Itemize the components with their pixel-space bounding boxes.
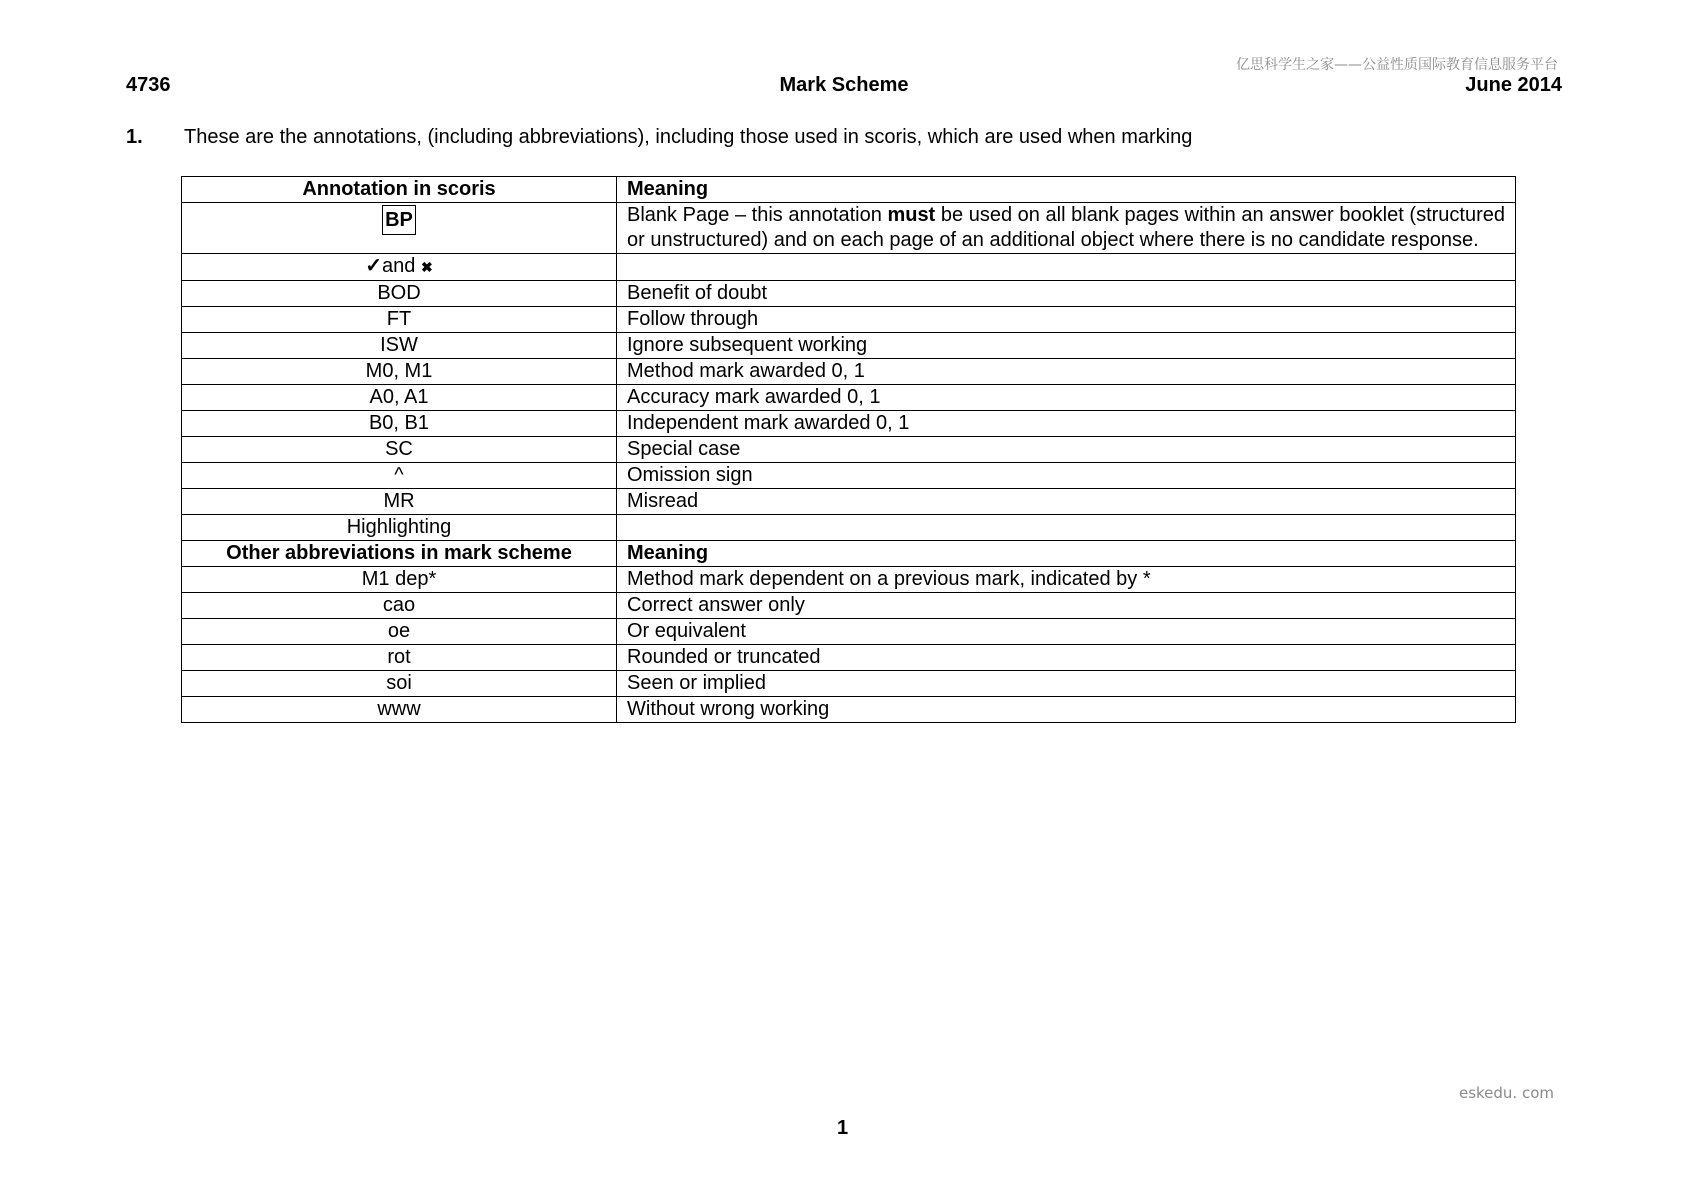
subheader-meaning: Meaning [617,541,1516,567]
annotation-meaning: Rounded or truncated [617,645,1516,671]
table-row [182,489,1516,515]
table-header-row [182,177,1516,203]
annotation-meaning: Ignore subsequent working [617,333,1516,359]
table-row [182,515,1516,541]
annotation-meaning [617,515,1516,541]
annotation-code: www [182,697,617,723]
table-row [182,645,1516,671]
bp-cell [182,203,617,254]
tick-cross-meaning [617,254,1516,281]
annotation-meaning: Or equivalent [617,619,1516,645]
exam-date: June 2014 [1465,74,1562,96]
header-annotation: Annotation in scoris [182,177,617,203]
watermark-top: 亿思科学生之家——公益性质国际教育信息服务平台 [1236,57,1558,73]
annotation-meaning: Special case [617,437,1516,463]
page-number: 1 [836,1117,849,1139]
annotation-code: SC [182,437,617,463]
watermark-bottom: eskedu. com [1458,1084,1554,1102]
annotation-code: Highlighting [182,515,617,541]
annotation-code: FT [182,307,617,333]
header-meaning: Meaning [617,177,1516,203]
item-number: 1. [126,126,143,148]
annotation-code: BOD [182,281,617,307]
bp-meaning-post: be used on all blank pages within an answer booklet (structured or unstructured) and on each page of an additional object where there is no candidate response. [627,204,1505,251]
bp-meaning-pre: Blank Page – this annotation [627,204,888,226]
table-row [182,411,1516,437]
table-row-bp [182,203,1516,254]
table-row [182,619,1516,645]
annotation-meaning: Follow through [617,307,1516,333]
cross-icon: ✖ [420,259,433,275]
bp-meaning-bold: must [887,204,936,226]
annotation-code: ^ [182,463,617,489]
annotation-meaning: Seen or implied [617,671,1516,697]
annotation-code: rot [182,645,617,671]
annotation-meaning: Misread [617,489,1516,515]
annotation-meaning: Accuracy mark awarded 0, 1 [617,385,1516,411]
annotation-code: M0, M1 [182,359,617,385]
table-subheader-row [182,541,1516,567]
table-row [182,437,1516,463]
intro-text: These are the annotations, (including abbreviations), including those used in scoris, which are used when marking [184,126,1193,148]
table-row [182,671,1516,697]
annotation-meaning: Correct answer only [617,593,1516,619]
annotation-meaning: Omission sign [617,463,1516,489]
intro-paragraph [126,126,1192,149]
annotations-table [181,176,1516,723]
table-row-tick-cross [182,254,1516,281]
tick-cross-cell [182,254,617,281]
tick-cross-and: and [382,255,416,277]
annotation-code: soi [182,671,617,697]
annotation-meaning: Benefit of doubt [617,281,1516,307]
annotation-code: oe [182,619,617,645]
table-row [182,385,1516,411]
annotation-meaning: Method mark dependent on a previous mark, indicated by * [617,567,1516,593]
table-row [182,333,1516,359]
subheader-abbreviations: Other abbreviations in mark scheme [182,541,617,567]
annotation-code: ISW [182,333,617,359]
table-row [182,593,1516,619]
table-row [182,359,1516,385]
table-row [182,463,1516,489]
annotation-code: B0, B1 [182,411,617,437]
table-row [182,697,1516,723]
page-title: Mark Scheme [779,74,909,96]
bp-annotation-icon: BP [382,205,416,235]
table-row [182,281,1516,307]
table-row [182,307,1516,333]
annotation-code: M1 dep* [182,567,617,593]
page-header [126,74,1562,100]
bp-meaning [617,203,1516,254]
annotation-code: cao [182,593,617,619]
annotation-meaning: Without wrong working [617,697,1516,723]
annotation-meaning: Independent mark awarded 0, 1 [617,411,1516,437]
annotation-meaning: Method mark awarded 0, 1 [617,359,1516,385]
paper-code: 4736 [126,74,171,96]
table-row [182,567,1516,593]
annotation-code: A0, A1 [182,385,617,411]
annotation-code: MR [182,489,617,515]
tick-icon: ✓ [365,255,383,277]
